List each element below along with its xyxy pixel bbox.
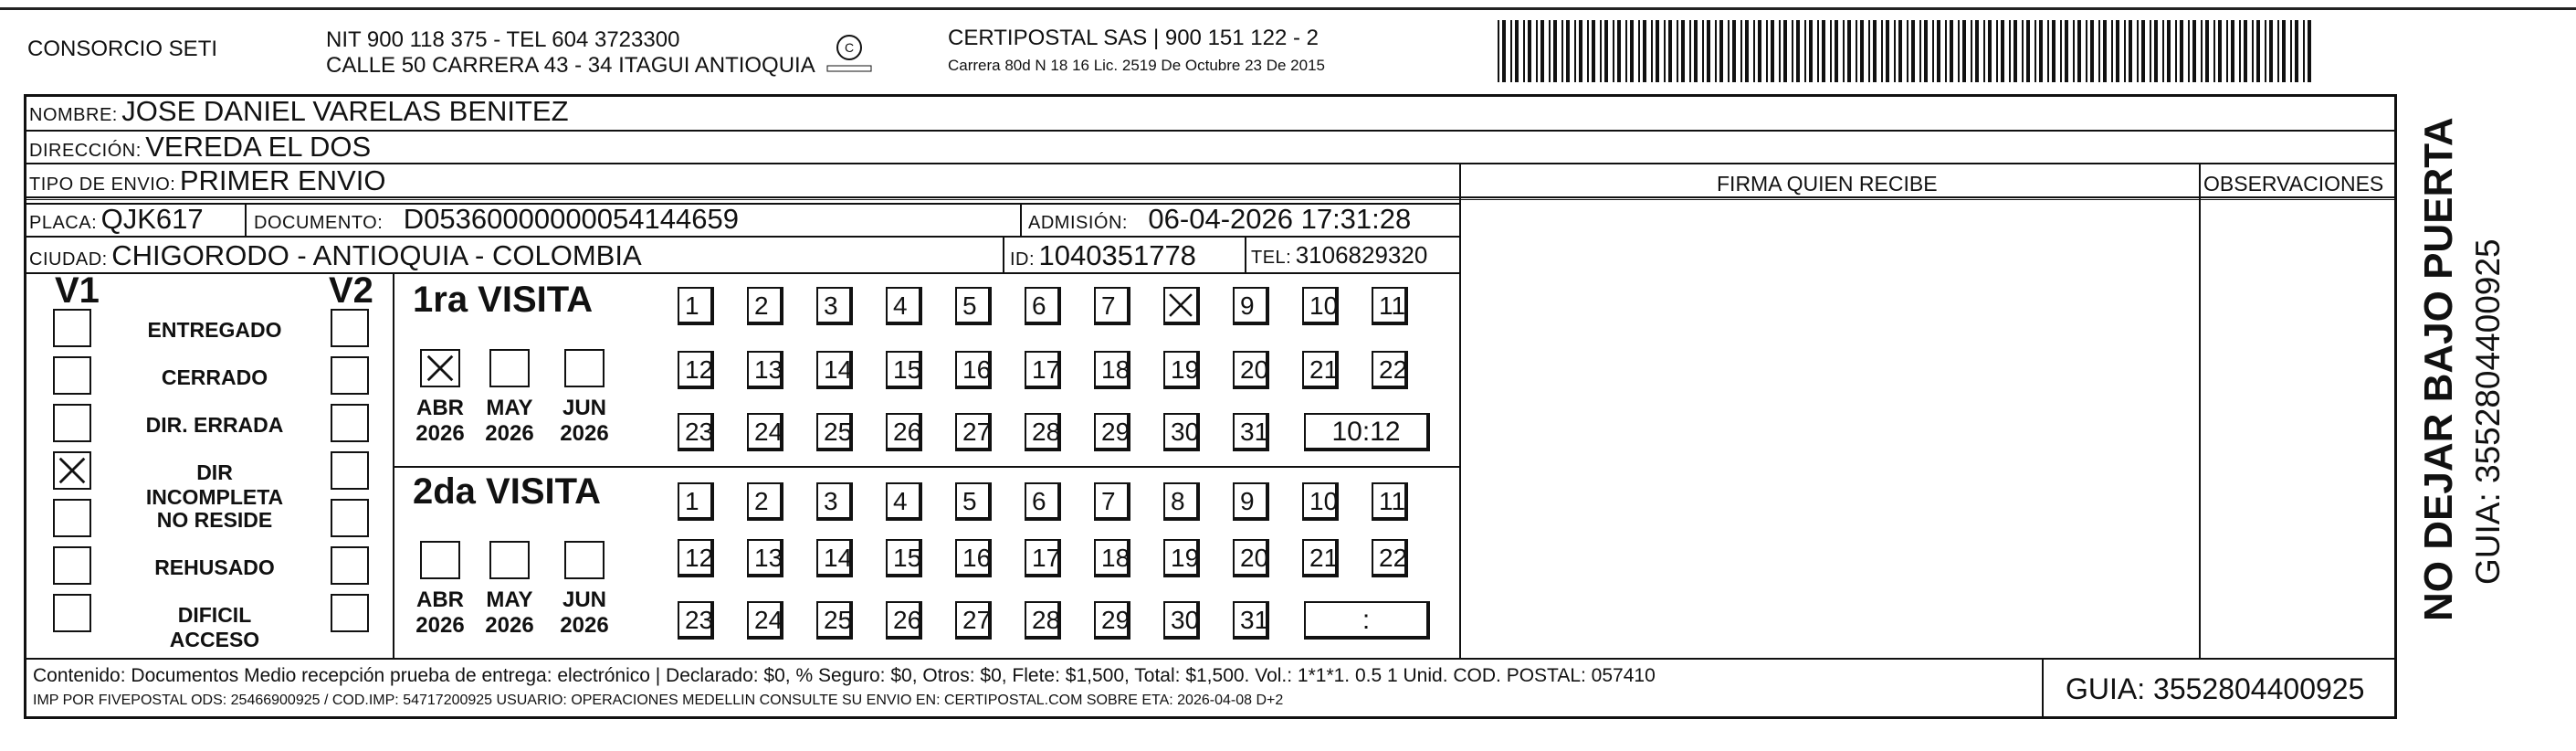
barcode-bar [1553,20,1557,82]
barcode-bar [2239,20,2241,82]
day-box: 19 [1163,539,1200,577]
barcode-bar [1894,20,1896,82]
barcode-bar [2154,20,2158,82]
barcode-bar [1758,20,1761,82]
barcode-bar [1911,20,1915,82]
v2-checkbox [331,594,369,632]
nombre-field [29,95,569,128]
barcode-bar [2231,20,2234,82]
barcode-bar [2162,20,2164,82]
barcode-bar [2180,20,2183,82]
address-line: CALLE 50 CARRERA 43 - 34 ITAGUI ANTIOQUIA [326,53,815,78]
id-label: ID: [1010,249,1036,270]
day-box: 30 [1163,413,1200,451]
status-label: DIR. ERRADA [145,413,284,437]
barcode-bar [1945,20,1947,82]
barcode-bar [2137,20,2139,82]
tel-field [1251,241,1427,270]
month-label: JUN [562,587,606,612]
month-checkbox [489,349,530,387]
barcode-bar [2073,20,2075,82]
barcode-bar [1822,20,1825,82]
barcode-bar [2141,20,2145,82]
barcode-bar [1587,20,1589,82]
barcode-bar [2111,20,2113,82]
barcode-bar [1592,20,1595,82]
barcode-bar [1715,20,1717,82]
nit-line: NIT 900 118 375 - TEL 604 3723300 [326,27,680,52]
barcode-bar [1732,20,1736,82]
barcode-bar [1745,20,1749,82]
status-label: REHUSADO [154,555,275,579]
nombre-value: JOSE DANIEL VARELAS BENITEZ [121,95,569,127]
barcode-bar [2052,20,2056,82]
day-box: 14 [816,351,853,389]
day-box: 26 [886,413,922,451]
day-box: 20 [1233,539,1269,577]
barcode-bar [1651,20,1653,82]
barcode-bar [1783,20,1787,82]
barcode-bar [1792,20,1793,82]
v1-checkbox [53,404,91,442]
day-box: 9 [1233,287,1269,325]
id-value: 1040351778 [1038,239,1196,271]
barcode-bar [1907,20,1908,82]
day-box: 7 [1094,482,1130,521]
day-box: 31 [1233,413,1269,451]
day-box: 5 [955,287,992,325]
day-box: 10 [1302,482,1339,521]
tel-label: TEL: [1251,248,1292,268]
year-label: 2026 [485,421,534,446]
status-label: NO RESIDE [156,508,273,532]
admision-field [1028,203,1411,236]
ciudad-field [29,239,642,272]
barcode-bar [1809,20,1813,82]
barcode-bar [1924,20,1928,82]
barcode-bar [1983,20,1985,82]
barcode-bar [1523,20,1525,82]
barcode-bar [1694,20,1698,82]
barcode-bar [2090,20,2094,82]
barcode-bar [1988,20,1992,82]
day-box: 13 [747,351,783,389]
day-box: 6 [1025,482,1061,521]
day-box: 25 [816,601,853,640]
day-box: 30 [1163,601,1200,640]
day-box: 1 [678,482,714,521]
admision-value: 06-04-2026 17:31:28 [1148,203,1412,235]
v2-label: V2 [329,270,373,311]
barcode-bar [1843,20,1845,82]
day-box: 9 [1233,482,1269,521]
barcode-bar [2192,20,2196,82]
barcode-bar [1856,20,1857,82]
barcode-bar [1668,20,1672,82]
barcode-bar [2244,20,2247,82]
day-box: 4 [886,287,922,325]
day-box: 22 [1372,539,1408,577]
barcode-bar [1779,20,1781,82]
imp-line: IMP POR FIVEPOSTAL ODS: 25466900925 / COD.IMP: 54717200925 USUARIO: OPERACIONES MEDELLIN CONSULTE SU ENVIO EN: CERTIPOSTAL.COM SOBRE ETA: 2026-04-08 D+2 [33,693,1284,708]
barcode-bar [1950,20,1953,82]
barcode-bar [1625,20,1627,82]
status-label: ENTREGADO [147,318,282,342]
barcode-bar [2188,20,2190,82]
barcode-bar [1617,20,1621,82]
tipo-envio-field [29,164,385,197]
year-label: 2026 [415,613,465,638]
barcode-bar [1613,20,1614,82]
v1-checkbox [53,451,91,490]
v2-checkbox [331,404,369,442]
courier-line: CERTIPOSTAL SAS | 900 151 122 - 2 [948,26,1319,50]
barcode-bar [1817,20,1819,82]
barcode-bar [2129,20,2132,82]
ciudad-value: CHIGORODO - ANTIOQUIA - COLOMBIA [111,239,642,271]
v1-checkbox [53,499,91,537]
barcode-bar [1886,20,1889,82]
barcode-bar [2098,20,2100,82]
month-label: ABR [416,396,464,420]
v1-checkbox [53,594,91,632]
status-label: CERRADO [161,365,268,389]
day-box: 19 [1163,351,1200,389]
barcode-bar [2116,20,2119,82]
day-box: 27 [955,601,992,640]
barcode-bar [1498,20,1499,82]
barcode-bar [1919,20,1921,82]
year-label: 2026 [560,421,609,446]
barcode-bar [2039,20,2043,82]
barcode-bar [2047,20,2049,82]
day-box: 7 [1094,287,1130,325]
barcode [1498,20,2319,82]
barcode-bar [2009,20,2011,82]
barcode-bar [2295,20,2298,82]
barcode-bar [1719,20,1723,82]
no-dejar-text: NO DEJAR BAJO PUERTA [2416,117,2461,621]
placa-field [29,203,204,236]
day-box: 16 [955,539,992,577]
day-box: 15 [886,539,922,577]
barcode-bar [1835,20,1838,82]
month-label: MAY [486,396,533,420]
barcode-bar [1515,20,1519,82]
barcode-bar [1561,20,1563,82]
day-box: 22 [1372,351,1408,389]
v2-checkbox [331,356,369,395]
day-box: 17 [1025,539,1061,577]
barcode-bar [1681,20,1685,82]
barcode-bar [1860,20,1864,82]
barcode-bar [1707,20,1710,82]
ciudad-label: CIUDAD: [29,249,108,270]
day-box: 28 [1025,413,1061,451]
barcode-bar [1579,20,1582,82]
barcode-bar [2013,20,2017,82]
day-box: 28 [1025,601,1061,640]
v2-checkbox [331,499,369,537]
day-box: 29 [1094,601,1130,640]
v1-label: V1 [55,270,100,311]
documento-label: DOCUMENTO: [254,213,384,233]
month-label: ABR [416,587,464,612]
observaciones-label: OBSERVACIONES [2203,172,2384,196]
barcode-bar [1540,20,1544,82]
barcode-bar [2303,20,2305,82]
barcode-bar [2205,20,2209,82]
barcode-bar [1502,20,1506,82]
month-checkbox [564,541,605,579]
day-box: 12 [678,351,714,389]
barcode-bar [1510,20,1512,82]
barcode-bar [2077,20,2081,82]
v1-checkbox [53,356,91,395]
company-name: CONSORCIO SETI [27,37,218,61]
day-box: 21 [1302,351,1339,389]
day-box: 16 [955,351,992,389]
barcode-bar [1881,20,1883,82]
day-box: 14 [816,539,853,577]
day-box: 6 [1025,287,1061,325]
barcode-bar [1702,20,1704,82]
v2-checkbox [331,309,369,347]
v1-checkbox [53,546,91,585]
day-box: 25 [816,413,853,451]
barcode-bar [1971,20,1972,82]
contenido-text: Contenido: Documentos Medio recepción prueba de entrega: electrónico | Declarado: $0, % Seguro: $0, Otros: $0, Flete: $1,500, Total: $1,500. Vol.: 1*1*1. 0.5 1 Unid. COD. POSTAL: 057410 [33,665,1656,686]
day-box: 21 [1302,539,1339,577]
admision-label: ADMISIÓN: [1028,213,1128,233]
month-label: MAY [486,587,533,612]
second-visit-title: 2da VISITA [413,471,601,512]
day-box: 29 [1094,413,1130,451]
day-box: 24 [747,413,783,451]
documento-field [254,203,739,236]
barcode-bar [2226,20,2228,82]
barcode-bar [2124,20,2126,82]
day-box: 23 [678,601,714,640]
day-box: 18 [1094,351,1130,389]
barcode-bar [1528,20,1531,82]
barcode-bar [2277,20,2279,82]
status-label: DIR INCOMPLETA [145,460,284,509]
barcode-bar [1932,20,1934,82]
barcode-bar [1604,20,1608,82]
day-box: 11 [1372,287,1408,325]
day-box: 10 [1302,287,1339,325]
barcode-bar [2213,20,2215,82]
placa-value: QJK617 [100,203,204,235]
tel-value: 3106829320 [1295,241,1428,269]
barcode-bar [2060,20,2062,82]
direccion-value: VEREDA EL DOS [145,131,372,163]
month-checkbox [489,541,530,579]
time-box: 10:12 [1304,413,1430,451]
time-box: : [1304,601,1430,640]
barcode-bar [2201,20,2203,82]
tipo-envio-value: PRIMER ENVIO [179,164,386,196]
barcode-bar [1937,20,1940,82]
tipo-envio-label: TIPO DE ENVIO: [29,175,176,195]
barcode-bar [1830,20,1832,82]
day-box: 4 [886,482,922,521]
barcode-bar [1566,20,1570,82]
v1-checkbox [53,309,91,347]
barcode-bar [1873,20,1877,82]
barcode-bar [1664,20,1666,82]
top-border [0,7,2576,10]
svg-text:C: C [844,40,855,55]
barcode-bar [1638,20,1640,82]
barcode-bar [1796,20,1800,82]
day-box: 11 [1372,482,1408,521]
day-box: 1 [678,287,714,325]
day-box: 24 [747,601,783,640]
barcode-bar [2086,20,2087,82]
certipostal-logo [822,27,877,82]
barcode-bar [2001,20,2004,82]
barcode-bar [1996,20,1998,82]
barcode-bar [2175,20,2177,82]
day-box: 23 [678,413,714,451]
year-label: 2026 [560,613,609,638]
month-checkbox [420,349,460,387]
guia-footer: GUIA: 3552804400925 [2066,672,2365,705]
barcode-bar [1689,20,1691,82]
year-label: 2026 [485,613,534,638]
barcode-bar [2269,20,2273,82]
barcode-bar [2150,20,2151,82]
barcode-bar [1975,20,1979,82]
barcode-bar [1549,20,1551,82]
barcode-bar [2035,20,2036,82]
first-visit-title: 1ra VISITA [413,280,594,320]
barcode-bar [2282,20,2286,82]
id-field [1010,239,1196,272]
barcode-bar [1753,20,1755,82]
barcode-bar [1771,20,1774,82]
month-label: JUN [562,396,606,420]
v2-checkbox [331,546,369,585]
status-label: DIFICIL ACCESO [169,603,260,651]
day-box: 15 [886,351,922,389]
barcode-bar [1656,20,1659,82]
day-box: 26 [886,601,922,640]
barcode-bar [2022,20,2024,82]
barcode-bar [2265,20,2266,82]
barcode-bar [2308,20,2311,82]
barcode-bar [1643,20,1646,82]
day-box: 5 [955,482,992,521]
direccion-field [29,131,371,164]
direccion-label: DIRECCIÓN: [29,141,142,161]
placa-label: PLACA: [29,213,98,233]
day-box: 3 [816,287,853,325]
barcode-bar [2218,20,2222,82]
barcode-bar [1630,20,1634,82]
barcode-bar [1677,20,1678,82]
barcode-bar [1898,20,1902,82]
barcode-bar [1868,20,1870,82]
barcode-bar [1766,20,1768,82]
barcode-bar [1740,20,1742,82]
barcode-bar [1536,20,1538,82]
barcode-bar [2167,20,2171,82]
day-box: 2 [747,287,783,325]
barcode-bar [1962,20,1966,82]
day-box: 2 [747,482,783,521]
side-guia: GUIA: 3552804400925 [2469,238,2507,585]
month-checkbox [420,541,460,579]
barcode-bar [2026,20,2030,82]
nombre-label: NOMBRE: [29,105,118,125]
barcode-bar [1804,20,1806,82]
barcode-bar [1847,20,1851,82]
day-box: 27 [955,413,992,451]
day-box: 13 [747,539,783,577]
v2-checkbox [331,451,369,490]
day-box: 3 [816,482,853,521]
firma-label: FIRMA QUIEN RECIBE [1717,172,1938,196]
day-box: 8 [1163,482,1200,521]
license-line: Carrera 80d N 18 16 Lic. 2519 De Octubre 23 De 2015 [948,57,1325,74]
day-box: 20 [1233,351,1269,389]
day-box [1163,287,1200,325]
day-box: 31 [1233,601,1269,640]
month-checkbox [564,349,605,387]
barcode-bar [1728,20,1730,82]
barcode-bar [2252,20,2254,82]
barcode-bar [1600,20,1602,82]
day-box: 18 [1094,539,1130,577]
day-box: 17 [1025,351,1061,389]
barcode-bar [2256,20,2260,82]
documento-value: D05360000000054144659 [403,203,739,235]
barcode-bar [1958,20,1960,82]
barcode-bar [1574,20,1576,82]
barcode-bar [2290,20,2292,82]
day-box: 12 [678,539,714,577]
barcode-bar [2103,20,2107,82]
year-label: 2026 [415,421,465,446]
barcode-bar [2065,20,2068,82]
